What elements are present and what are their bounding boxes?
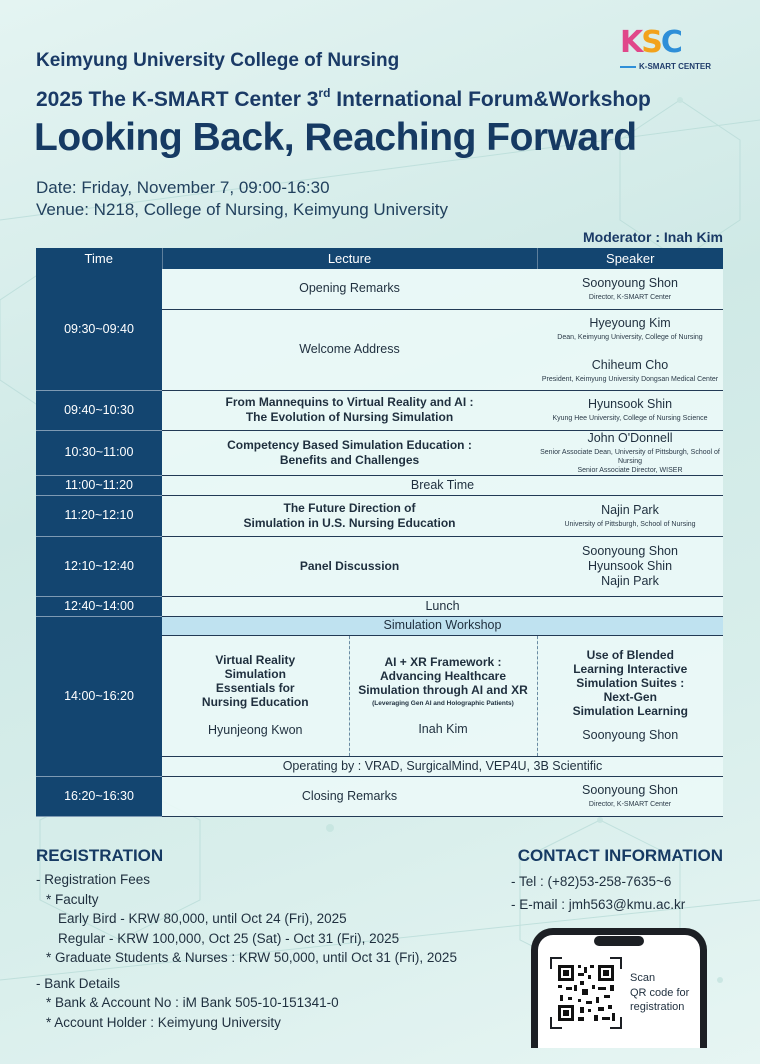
lecture-cell: Closing Remarks [162, 776, 537, 816]
qr-text-line: Scan [630, 972, 656, 984]
qr-instructions [630, 971, 689, 1015]
speaker-name: Najin Park [601, 573, 659, 588]
session-title-line: Simulation Learning [572, 704, 688, 718]
session-presenter: Soonyoung Shon [582, 728, 679, 742]
speaker-affiliation: Dean, Keimyung University, College of Nursing [557, 333, 703, 341]
table-row [36, 430, 723, 475]
speaker-cell [537, 309, 723, 390]
registration-qr-code[interactable] [550, 957, 622, 1029]
lecture-title-line: The Future Direction of [283, 500, 416, 515]
speaker-name: Chiheum Cho [591, 357, 669, 372]
session-title-line: Simulation [224, 667, 286, 681]
speaker-name: Soonyoung Shon [582, 275, 678, 290]
column-header-speaker: Speaker [537, 248, 723, 269]
lecture-title-line: Simulation in U.S. Nursing Education [243, 515, 456, 530]
regular-fee: Regular - KRW 100,000, Oct 25 (Sat) - Oct 31 (Fri), 2025 [58, 930, 400, 946]
session-title-line: Simulation Suites : [576, 676, 685, 690]
speaker-name: Soonyoung Shon [582, 783, 678, 797]
lecture-cell [162, 495, 537, 536]
forum-heading-post: International Forum&Workshop [330, 88, 651, 111]
lecture-cell: Welcome Address [162, 309, 537, 390]
table-row [36, 475, 723, 495]
lecture-title-line: The Evolution of Nursing Simulation [245, 410, 454, 424]
session-title-line: Simulation through AI and XR [358, 682, 528, 697]
speaker-affiliation: Director, K-SMART Center [588, 293, 672, 301]
lecture-title-line: Competency Based Simulation Education : [227, 437, 472, 452]
speaker-name: Soonyoung Shon [582, 543, 678, 558]
account-holder: * Account Holder : Keimyung University [46, 1014, 281, 1030]
speaker-cell [537, 495, 723, 536]
time-cell: 11:20~12:10 [36, 495, 162, 536]
contact-tel: - Tel : (+82)53-258-7635~6 [511, 874, 672, 889]
forum-heading-pre: 2025 The K-SMART Center 3 [36, 88, 319, 111]
workshop-title: Simulation Workshop [162, 616, 723, 635]
forum-heading [36, 86, 651, 112]
table-row [36, 495, 723, 536]
lecture-cell [162, 430, 537, 475]
time-cell: 09:30~09:40 [36, 269, 162, 390]
university-heading: Keimyung University College of Nursing [36, 50, 400, 71]
workshop-session [162, 635, 349, 756]
speaker-affiliation: University of Pittsburgh, School of Nursing [564, 520, 696, 528]
time-cell: 10:30~11:00 [36, 430, 162, 475]
time-cell: 14:00~16:20 [36, 616, 162, 776]
registration-heading: REGISTRATION [36, 846, 164, 865]
bank-label: - Bank Details [36, 975, 121, 991]
logo-letter-k: K [620, 25, 642, 60]
lecture-cell [162, 390, 537, 430]
contact-details [511, 870, 685, 916]
qr-text-line: registration [630, 1001, 685, 1013]
time-cell: 16:20~16:30 [36, 776, 162, 816]
event-date: Date: Friday, November 7, 09:00-16:30 [36, 178, 330, 197]
time-cell: 09:40~10:30 [36, 390, 162, 430]
contact-heading: CONTACT INFORMATION [517, 846, 723, 865]
lecture-cell: Break Time [162, 475, 723, 495]
table-header [36, 248, 723, 269]
session-title-line: AI + XR Framework : [384, 654, 502, 669]
speaker-affiliation: Senior Associate Dean, University of Pittsburgh, School of Nursing [540, 448, 720, 465]
time-cell: 11:00~11:20 [36, 475, 162, 495]
speaker-cell [537, 390, 723, 430]
lecture-cell: Lunch [162, 596, 723, 616]
session-presenter: Hyunjeong Kwon [207, 723, 303, 737]
lecture-cell: Panel Discussion [162, 536, 537, 596]
time-cell: 12:40~14:00 [36, 596, 162, 616]
bank-account: * Bank & Account No : iM Bank 505-10-151341-0 [46, 995, 339, 1010]
speaker-affiliation: Director, K-SMART Center [588, 801, 672, 808]
column-header-lecture: Lecture [162, 248, 537, 269]
workshop-title-row [36, 616, 723, 635]
lecture-title-line: Benefits and Challenges [279, 452, 420, 467]
contact-email[interactable]: - E-mail : jmh563@kmu.ac.kr [511, 897, 686, 912]
registration-details [36, 870, 457, 1032]
column-header-time: Time [36, 248, 162, 269]
qr-text-line: QR code for [630, 986, 690, 999]
early-bird-fee: Early Bird - KRW 80,000, until Oct 24 (Fri), 2025 [58, 911, 347, 926]
event-venue: Venue: N218, College of Nursing, Keimyung University [36, 200, 448, 219]
table-row [36, 596, 723, 616]
session-title-line: Advancing Healthcare [379, 668, 507, 683]
lecture-cell: Opening Remarks [162, 269, 537, 309]
logo-mark [620, 25, 724, 60]
speaker-name: Hyunsook Shin [587, 397, 673, 411]
speaker-name: Najin Park [601, 502, 659, 517]
schedule-table [36, 248, 723, 817]
table-row [36, 269, 723, 309]
phone-frame [531, 928, 707, 1048]
speaker-name: Hyunsook Shin [587, 558, 673, 573]
table-row [36, 390, 723, 430]
speaker-cell [537, 430, 723, 475]
speaker-name: Hyeyoung Kim [589, 315, 671, 330]
speaker-affiliation: President, Keimyung University Dongsan Medical Center [541, 375, 719, 383]
logo-letter-c: C [660, 25, 681, 60]
workshop-session [349, 635, 537, 756]
table-row [36, 776, 723, 816]
session-presenter: Inah Kim [418, 721, 468, 736]
session-title-line: Nursing Education [201, 695, 309, 709]
time-cell: 12:10~12:40 [36, 536, 162, 596]
speaker-affiliation: Kyung Hee University, College of Nursing Science [552, 415, 708, 422]
session-title-line: Essentials for [215, 681, 295, 695]
k-smart-logo [620, 25, 724, 74]
table-row [36, 536, 723, 596]
session-title-line: Learning Interactive [573, 662, 688, 676]
speaker-cell [537, 536, 723, 596]
session-title-line: Next-Gen [603, 690, 657, 704]
faculty-label: * Faculty [46, 891, 99, 907]
graduate-fee: * Graduate Students & Nurses : KRW 50,000, until Oct 31 (Fri), 2025 [46, 950, 457, 965]
page-title: Looking Back, Reaching Forward [34, 116, 637, 159]
fees-label: - Registration Fees [36, 872, 151, 887]
moderator: Moderator : Inah Kim [582, 229, 723, 245]
speaker-cell [537, 269, 723, 309]
speaker-affiliation: Senior Associate Director, WISER [577, 466, 683, 474]
session-title-line: Use of Blended [586, 648, 674, 662]
forum-heading-sup: rd [318, 86, 331, 100]
workshop-session [537, 635, 723, 756]
session-title-line: Virtual Reality [215, 653, 296, 667]
workshop-operating: Operating by : VRAD, SurgicalMind, VEP4U, 3B Scientific [162, 756, 723, 776]
speaker-name: John O'Donnell [587, 430, 673, 445]
phone-notch [594, 936, 644, 946]
speaker-cell [537, 776, 723, 816]
logo-letter-s: S [641, 25, 661, 60]
logo-subtitle: K-SMART CENTER [620, 62, 724, 71]
session-note: (Leveraging Gen AI and Holographic Patients) [372, 699, 514, 707]
lecture-title-line: From Mannequins to Virtual Reality and AI : [225, 395, 474, 409]
